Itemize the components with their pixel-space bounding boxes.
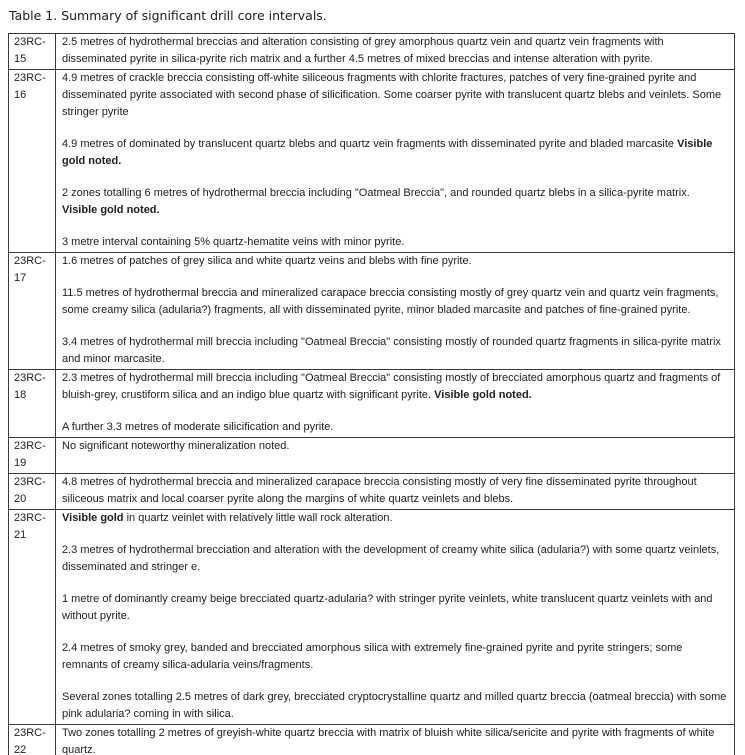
description-cell <box>56 474 735 510</box>
description-paragraph <box>62 370 728 404</box>
description-cell <box>56 510 735 725</box>
table-row <box>9 34 735 70</box>
description-cell <box>56 725 735 755</box>
description-text: Several zones totalling 2.5 metres of dark grey, brecciated cryptocrystalline quartz and milled quartz breccia (oatmeal breccia) with some pink adularia? coming in with silica. <box>62 691 727 720</box>
description-paragraph <box>62 185 728 219</box>
table-caption: Table 1. Summary of significant drill core intervals. <box>9 8 327 23</box>
description-text: 11.5 metres of hydrothermal breccia and mineralized carapace breccia consisting mostly of grey quartz vein and quartz vein fragments, some creamy silica (adularia?) fragments, all with disseminated pyrite, minor bladed marcasite and patches of fine-grained pyrite. <box>62 287 719 316</box>
table-row <box>9 438 735 474</box>
description-paragraph <box>62 510 728 527</box>
description-cell <box>56 253 735 370</box>
description-text: A further 3.3 metres of moderate silicification and pyrite. <box>62 421 334 433</box>
description-paragraph <box>62 474 728 508</box>
table-row <box>9 725 735 755</box>
description-text: 2 zones totalling 6 metres of hydrothermal breccia including "Oatmeal Breccia", and rounded quartz blebs in a silica-pyrite matrix. <box>62 187 690 199</box>
table-row <box>9 370 735 438</box>
description-paragraph <box>62 334 728 368</box>
description-paragraph <box>62 70 728 121</box>
table-row <box>9 510 735 725</box>
description-paragraph <box>62 136 728 170</box>
description-paragraph <box>62 253 728 270</box>
core-id-cell: 23RC- 17 <box>9 253 56 370</box>
description-text: 1.6 metres of patches of grey silica and white quartz veins and blebs with fine pyrite. <box>62 255 472 267</box>
description-text: 2.3 metres of hydrothermal mill breccia including "Oatmeal Breccia" consisting mostly of brecciated amorphous quartz and fragments of bluish-grey, crustiform silica and an indigo blue quartz with significant pyrite. <box>62 372 721 401</box>
description-text: 3 metre interval containing 5% quartz-hematite veins with minor pyrite. <box>62 236 405 248</box>
description-paragraph <box>62 438 728 455</box>
core-id-cell: 23RC- 20 <box>9 474 56 510</box>
description-paragraph <box>62 34 728 68</box>
highlight-bold-text: Visible gold noted. <box>434 389 532 401</box>
highlight-bold-text: Visible gold noted. <box>62 138 713 167</box>
description-paragraph <box>62 234 728 251</box>
core-id-cell: 23RC- 21 <box>9 510 56 725</box>
table-row <box>9 474 735 510</box>
description-text: 4.9 metres of crackle breccia consisting off-white siliceous fragments with chlorite fractures, patches of very fine-grained pyrite and disseminated pyrite associated with second phase of silicification. Some coarser pyrite with translucent quartz blebs and veinlets. Some stringer pyrite <box>62 72 722 118</box>
table-row <box>9 70 735 253</box>
table-row <box>9 253 735 370</box>
description-cell <box>56 70 735 253</box>
core-id-cell: 23RC- 22 <box>9 725 56 755</box>
description-cell <box>56 438 735 474</box>
description-text: 4.8 metres of hydrothermal breccia and mineralized carapace breccia consisting mostly of very fine disseminated pyrite throughout siliceous matrix and local coarser pyrite along the margins of white quartz veinlets and blebs. <box>62 476 697 505</box>
highlight-bold-text: Visible gold noted. <box>62 204 160 216</box>
description-paragraph <box>62 689 728 723</box>
description-text: 1 metre of dominantly creamy beige brecciated quartz-adularia? with stringer pyrite veinlets, white translucent quartz veinlets with and without pyrite. <box>62 593 713 622</box>
description-paragraph <box>62 542 728 576</box>
description-text: 4.9 metres of dominated by translucent quartz blebs and quartz vein fragments with disseminated pyrite and bladed marcasite <box>62 138 678 150</box>
description-cell <box>56 34 735 70</box>
highlight-bold-text: Visible gold <box>62 512 124 524</box>
description-cell <box>56 370 735 438</box>
core-table-body <box>9 34 735 755</box>
description-text: No significant noteworthy mineralization noted. <box>62 440 290 452</box>
description-paragraph <box>62 591 728 625</box>
description-text: 2.5 metres of hydrothermal breccias and alteration consisting of grey amorphous quartz vein and quartz vein fragments with disseminated pyrite in silica-pyrite rich matrix and a further 4.5 metres of mixed breccias and intense alteration with pyrite. <box>62 36 664 65</box>
description-text: 2.4 metres of smoky grey, banded and brecciated amorphous silica with extremely fine-grained pyrite and pyrite stringers; some remnants of creamy silica-adularia veins/fragments. <box>62 642 683 671</box>
description-paragraph <box>62 640 728 674</box>
core-id-cell: 23RC- 15 <box>9 34 56 70</box>
drill-core-table <box>8 33 735 755</box>
core-id-cell: 23RC- 19 <box>9 438 56 474</box>
description-text: Two zones totalling 2 metres of greyish-white quartz breccia with matrix of bluish white silica/sericite and pyrite with fragments of white quartz. <box>62 727 715 755</box>
description-paragraph <box>62 725 728 755</box>
description-text: 3.4 metres of hydrothermal mill breccia including "Oatmeal Breccia" consisting mostly of rounded quartz fragments in silica-pyrite matrix and minor marcasite. <box>62 336 721 365</box>
description-paragraph <box>62 419 728 436</box>
core-id-cell: 23RC- 18 <box>9 370 56 438</box>
description-paragraph <box>62 285 728 319</box>
description-text: 2.3 metres of hydrothermal brecciation and alteration with the development of creamy white silica (adularia?) with some quartz veinlets, disseminated and stringer e. <box>62 544 720 573</box>
description-text: in quartz veinlet with relatively little wall rock alteration. <box>123 512 393 524</box>
core-id-cell: 23RC- 16 <box>9 70 56 253</box>
